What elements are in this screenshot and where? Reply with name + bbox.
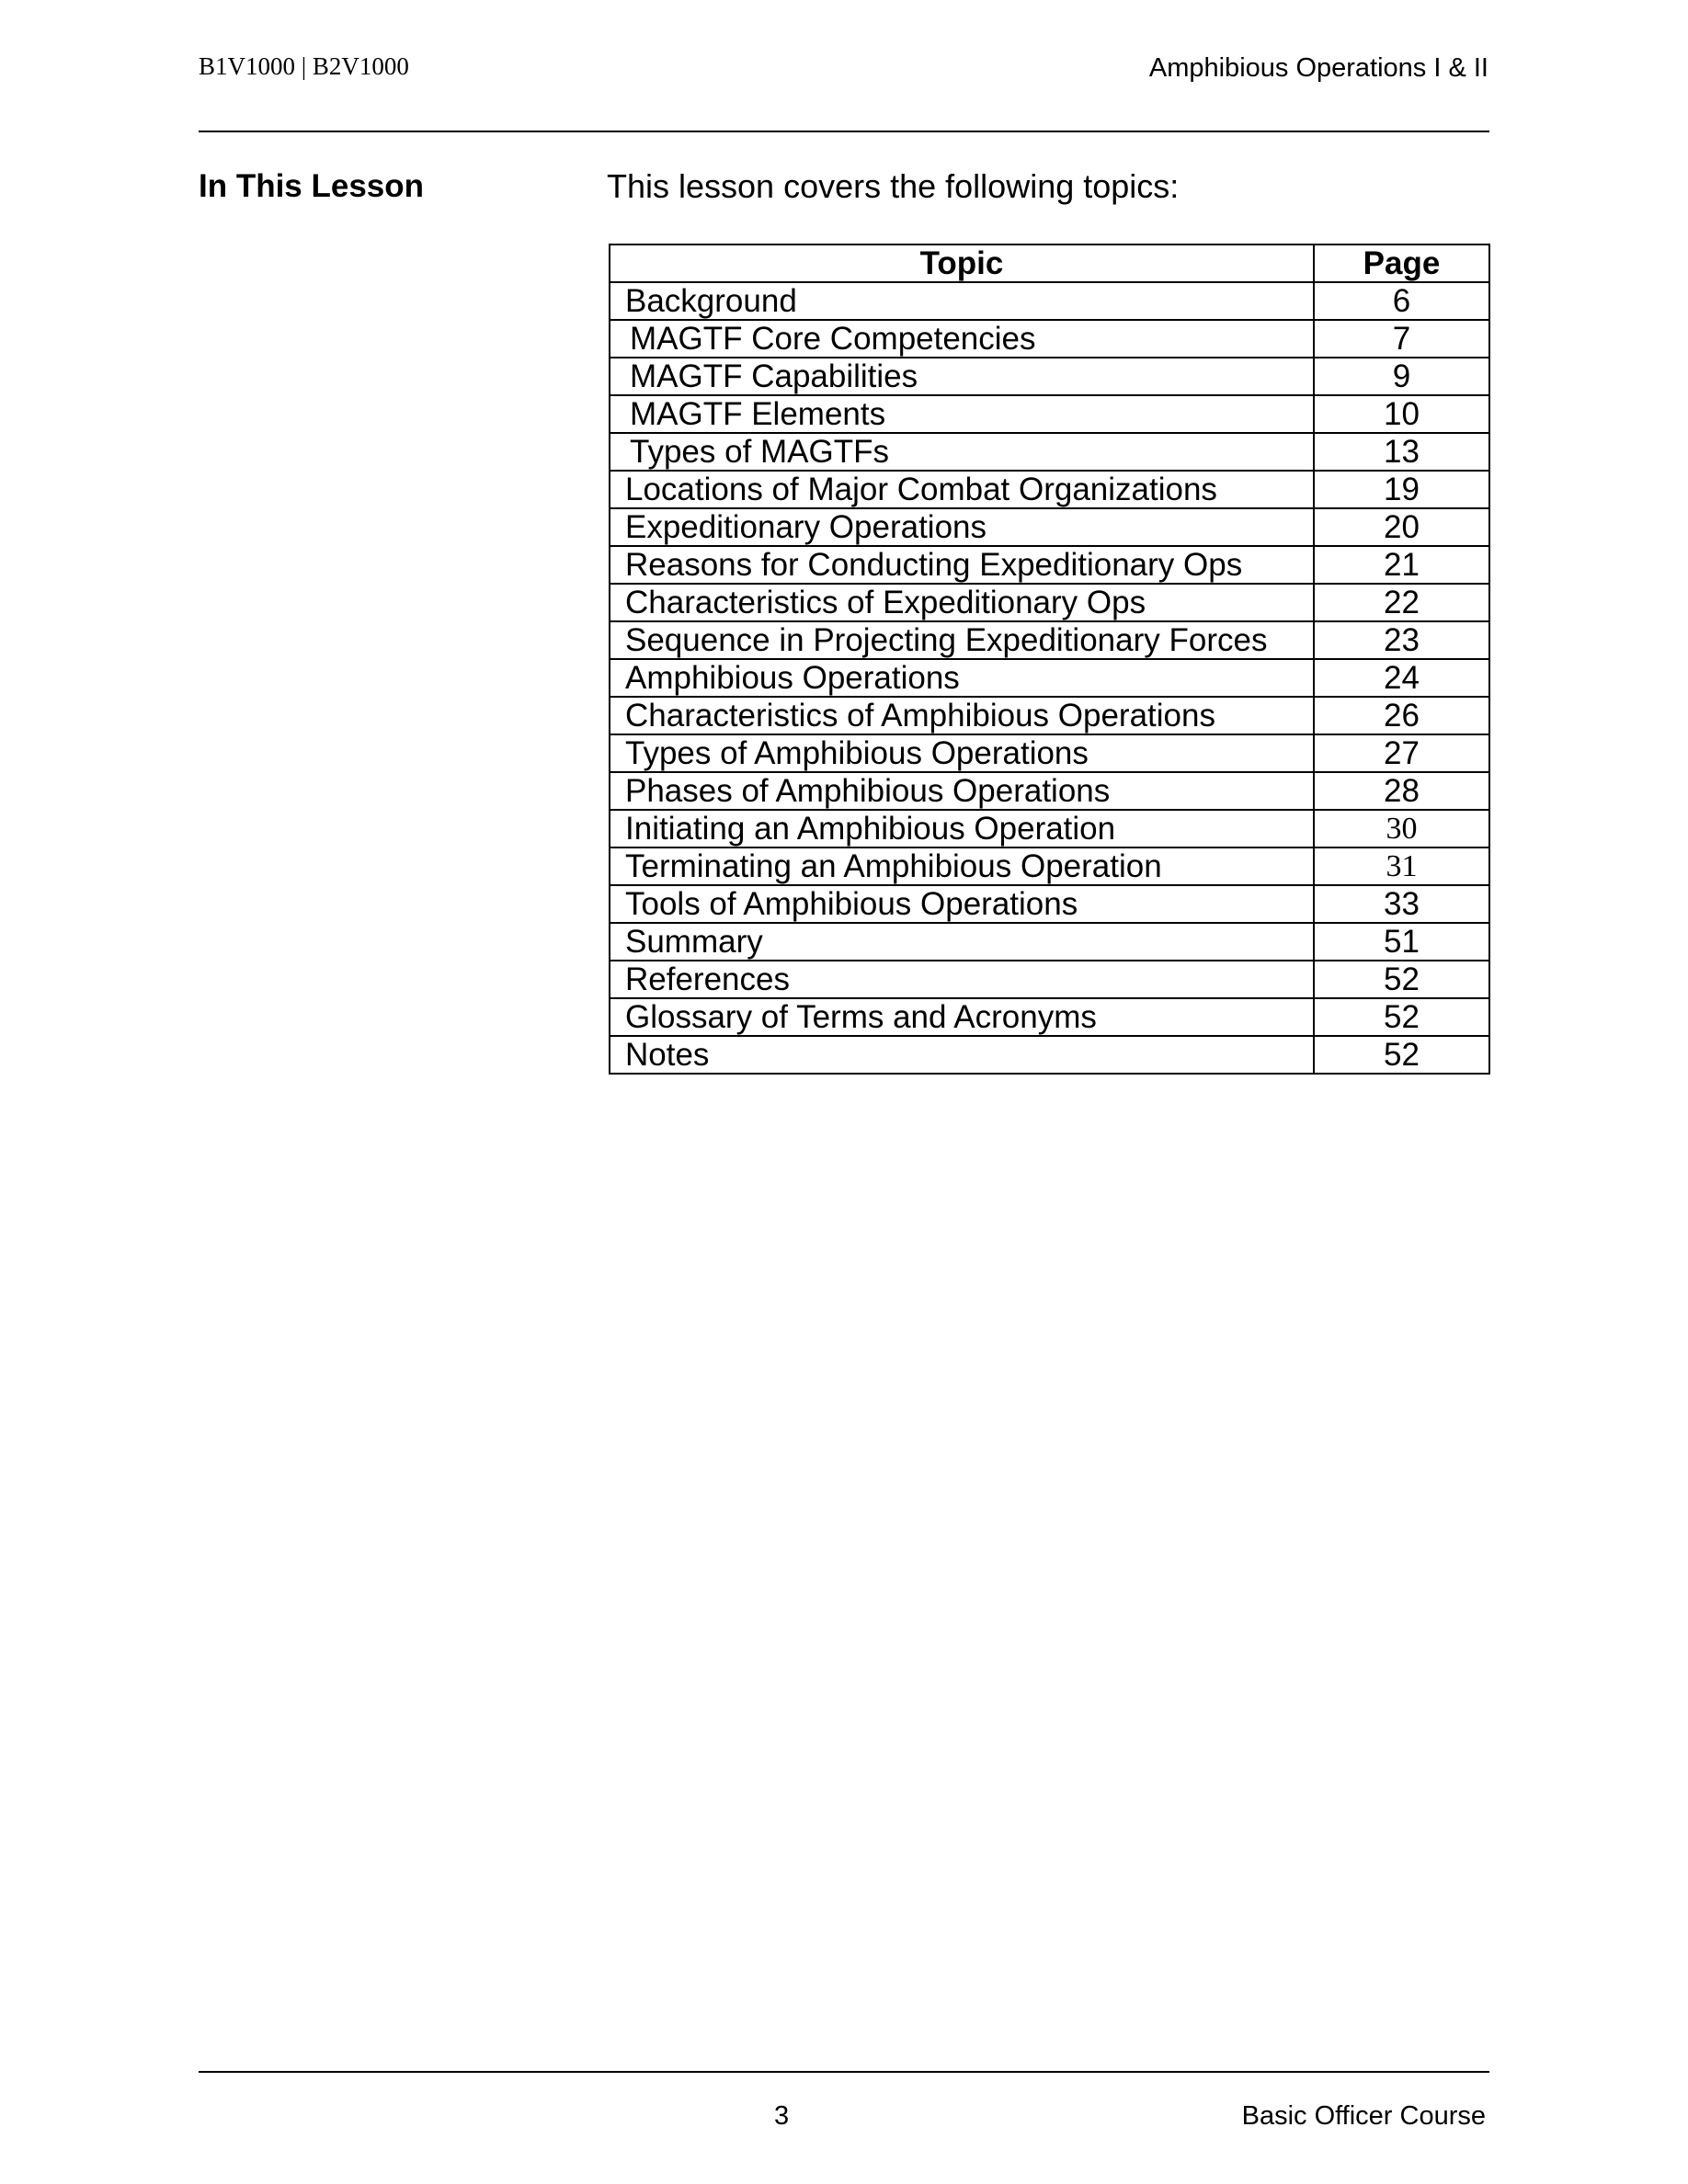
page-cell: 20 — [1314, 508, 1489, 546]
page-cell: 9 — [1314, 358, 1489, 395]
topic-cell: Locations of Major Combat Organizations — [610, 471, 1314, 508]
topic-cell: MAGTF Capabilities — [610, 358, 1314, 395]
table-row — [610, 621, 1489, 659]
topic-cell: Types of Amphibious Operations — [610, 734, 1314, 772]
table-row — [610, 659, 1489, 697]
table-row — [610, 320, 1489, 358]
page-cell: 52 — [1314, 998, 1489, 1036]
table-row — [610, 810, 1489, 847]
table-row — [610, 282, 1489, 320]
page-cell: 10 — [1314, 395, 1489, 433]
topic-cell: Types of MAGTFs — [610, 433, 1314, 471]
footer-page-number: 3 — [774, 2101, 790, 2131]
page-cell: 6 — [1314, 282, 1489, 320]
page-cell: 52 — [1314, 961, 1489, 998]
page-column-header: Page — [1314, 245, 1489, 282]
topic-cell: Initiating an Amphibious Operation — [610, 810, 1314, 847]
page-cell: 33 — [1314, 885, 1489, 923]
table-row — [610, 885, 1489, 923]
page-cell: 21 — [1314, 546, 1489, 584]
topic-cell: Characteristics of Expeditionary Ops — [610, 584, 1314, 621]
lesson-intro-text: This lesson covers the following topics: — [607, 167, 1180, 205]
table-row — [610, 734, 1489, 772]
topic-cell: MAGTF Elements — [610, 395, 1314, 433]
page-cell: 22 — [1314, 584, 1489, 621]
page-cell: 27 — [1314, 734, 1489, 772]
page-cell: 52 — [1314, 1036, 1489, 1074]
table-row — [610, 772, 1489, 810]
topic-cell: Phases of Amphibious Operations — [610, 772, 1314, 810]
topic-column-header: Topic — [610, 245, 1314, 282]
page-cell: 19 — [1314, 471, 1489, 508]
header-course-codes: B1V1000 | B2V1000 — [199, 52, 409, 80]
table-row — [610, 508, 1489, 546]
table-row — [610, 358, 1489, 395]
footer-course-name: Basic Officer Course — [1241, 2101, 1486, 2131]
table-row — [610, 847, 1489, 885]
page-cell: 23 — [1314, 621, 1489, 659]
table-row — [610, 433, 1489, 471]
page-cell: 51 — [1314, 923, 1489, 961]
table-row — [610, 395, 1489, 433]
topic-cell: Sequence in Projecting Expeditionary Forces — [610, 621, 1314, 659]
table-row — [610, 1036, 1489, 1074]
topic-cell: Notes — [610, 1036, 1314, 1074]
table-header-row — [610, 245, 1489, 282]
header-divider — [199, 131, 1489, 132]
table-row — [610, 546, 1489, 584]
page-cell: 24 — [1314, 659, 1489, 697]
table-row — [610, 923, 1489, 961]
topic-cell: Glossary of Terms and Acronyms — [610, 998, 1314, 1036]
page-cell: 28 — [1314, 772, 1489, 810]
table-row — [610, 471, 1489, 508]
footer-divider — [199, 2071, 1489, 2073]
topic-cell: Summary — [610, 923, 1314, 961]
topic-cell: Tools of Amphibious Operations — [610, 885, 1314, 923]
table-row — [610, 961, 1489, 998]
topic-cell: Reasons for Conducting Expeditionary Ops — [610, 546, 1314, 584]
table-row — [610, 998, 1489, 1036]
table-row — [610, 697, 1489, 734]
page-cell: 26 — [1314, 697, 1489, 734]
topic-cell: Background — [610, 282, 1314, 320]
page-cell: 7 — [1314, 320, 1489, 358]
page-cell: 30 — [1314, 810, 1489, 847]
topic-cell: Terminating an Amphibious Operation — [610, 847, 1314, 885]
header-document-title: Amphibious Operations I & II — [1148, 53, 1488, 83]
topics-table — [609, 244, 1490, 1075]
topic-cell: MAGTF Core Competencies — [610, 320, 1314, 358]
page-cell: 13 — [1314, 433, 1489, 471]
topic-cell: Expeditionary Operations — [610, 508, 1314, 546]
page-cell: 31 — [1314, 847, 1489, 885]
topic-cell: Characteristics of Amphibious Operations — [610, 697, 1314, 734]
table-row — [610, 584, 1489, 621]
topic-cell: Amphibious Operations — [610, 659, 1314, 697]
section-side-heading: In This Lesson — [199, 168, 425, 204]
topic-cell: References — [610, 961, 1314, 998]
